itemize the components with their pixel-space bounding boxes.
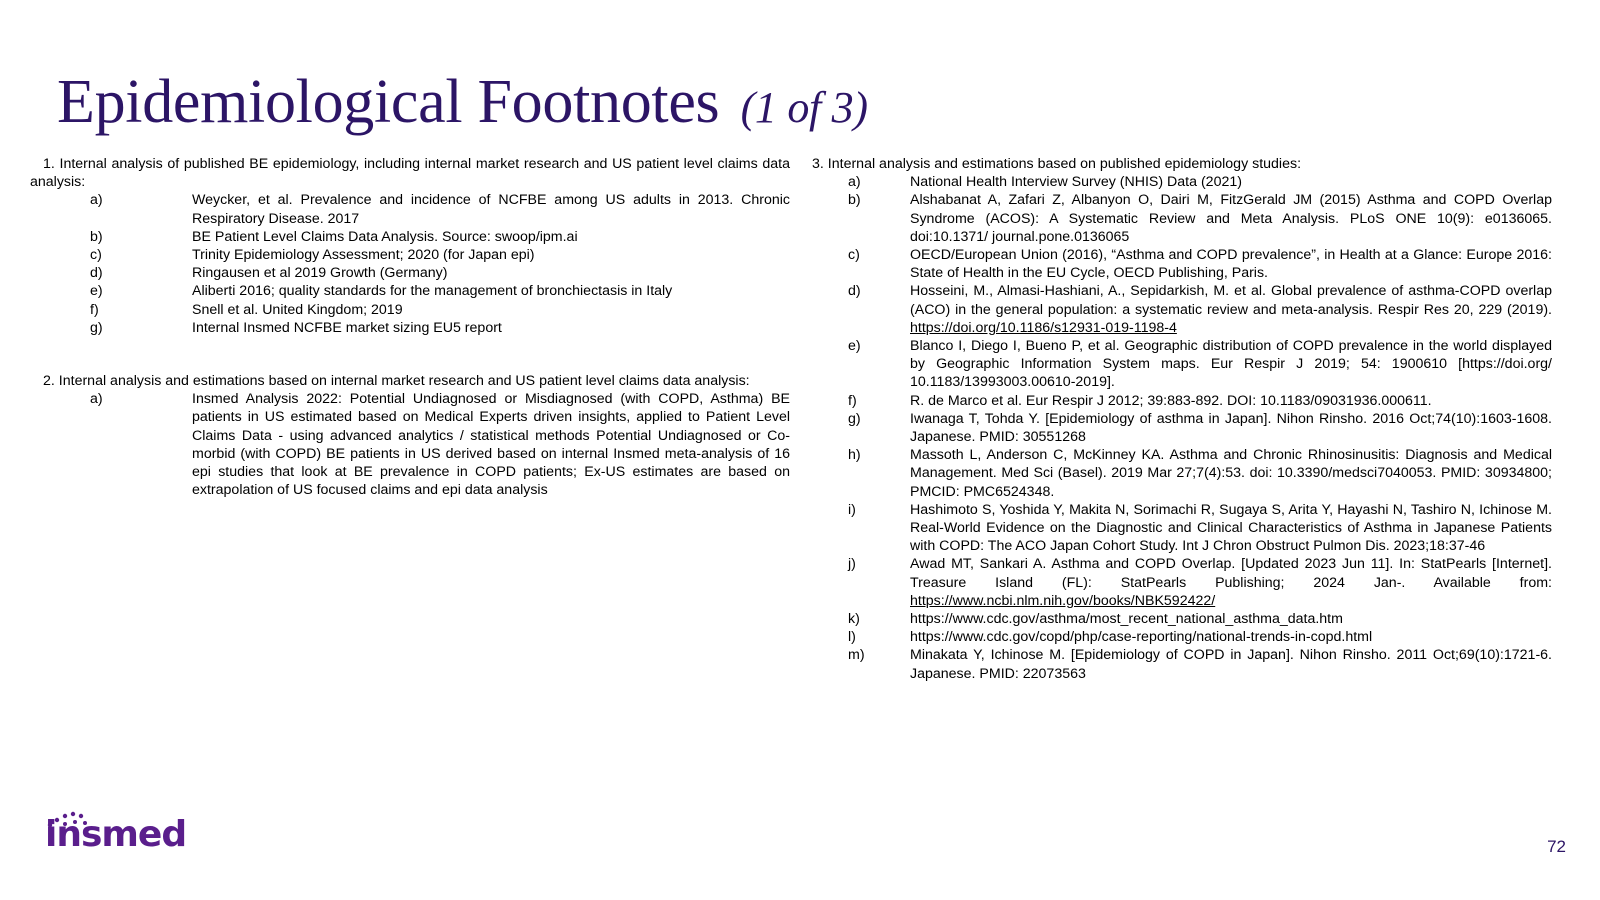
list-item	[812, 646, 1552, 682]
list-item	[812, 392, 1552, 410]
item-text: Iwanaga T, Tohda Y. [Epidemiology of asthma in Japan]. Nihon Rinsho. 2016 Oct;74(10):1603-1608. Japanese. PMID: 30551268	[910, 410, 1552, 446]
footnote-1-list	[30, 191, 790, 337]
logo-wordmark: insmed	[45, 814, 187, 855]
item-text: https://www.cdc.gov/asthma/most_recent_national_asthma_data.htm	[910, 611, 1343, 628]
list-item	[812, 555, 1552, 610]
item-text: BE Patient Level Claims Data Analysis. Source: swoop/ipm.ai	[192, 228, 578, 245]
list-item	[812, 446, 1552, 501]
item-text: Ringausen et al 2019 Growth (Germany)	[192, 265, 448, 282]
title-subtitle: (1 of 3)	[740, 83, 868, 132]
item-label: c)	[848, 247, 860, 264]
item-text: Weycker, et al. Prevalence and incidence of NCFBE among US adults in 2013. Chronic Respiratory Disease. 2017	[192, 192, 790, 227]
list-item	[30, 390, 790, 499]
list-item	[812, 282, 1552, 337]
item-text: Insmed Analysis 2022: Potential Undiagnosed or Misdiagnosed (with COPD, Asthma) BE patients in US estimated based on Medical Experts driven insights, applied to Patient Level Claims Data - using advanced analytics / statistical methods Potential Undiagnosed or Co-morbid (with COPD) BE patients in US derived based on internal Insmed meta-analysis of 16 epi studies that look at BE prevalence in COPD patients; Ex-US estimates are based on extrapolation of US focused claims and epi data analysis	[192, 391, 790, 499]
item-label: b)	[90, 228, 103, 245]
item-label: f)	[90, 301, 99, 318]
footnote-number: 3.	[812, 156, 824, 172]
footnote-lead-text: Internal analysis and estimations based on internal market research and US patient level claims data analysis:	[58, 373, 750, 390]
list-item	[30, 264, 790, 282]
list-item	[812, 191, 1552, 246]
list-item	[812, 173, 1552, 191]
list-item	[812, 610, 1552, 628]
item-label: i)	[848, 501, 856, 518]
item-label: e)	[848, 338, 861, 355]
list-item	[30, 319, 790, 337]
item-text: https://www.cdc.gov/copd/php/case-reporting/national-trends-in-copd.html	[910, 629, 1373, 646]
footnote-lead-text: Internal analysis and estimations based on published epidemiology studies:	[827, 156, 1302, 172]
item-label: j)	[848, 556, 856, 573]
footnote-lead-text: Internal analysis of published BE epidemiology, including internal market research and US patient level claims data analysis:	[30, 156, 790, 191]
list-item	[30, 191, 790, 227]
item-text: Trinity Epidemiology Assessment; 2020 (for Japan epi)	[192, 247, 535, 264]
footnote-2-list	[30, 390, 790, 499]
list-item	[812, 628, 1552, 646]
item-text: Internal Insmed NCFBE market sizing EU5 report	[192, 319, 502, 336]
item-label: d)	[848, 283, 861, 300]
item-label: k)	[848, 611, 860, 628]
list-item	[812, 501, 1552, 556]
footnote-1-lead	[30, 155, 790, 191]
item-text: Aliberti 2016; quality standards for the management of bronchiectasis in Italy	[192, 283, 673, 300]
item-label: m)	[848, 647, 865, 664]
item-text: Massoth L, Anderson C, McKinney KA. Asthma and Chronic Rhinosinusitis: Diagnosis and Medical Management. Med Sci (Basel). 2019 Mar 27;7(4):53. doi: 10.3390/medsci7040053. PMID: 30934800; PMCID: PMC6524348.	[910, 447, 1552, 500]
list-item	[812, 246, 1552, 282]
list-item	[30, 246, 790, 264]
list-item	[30, 301, 790, 319]
footnote-2-lead	[30, 372, 790, 390]
item-text: Minakata Y, Ichinose M. [Epidemiology of COPD in Japan]. Nihon Rinsho. 2011 Oct;69(10):1721-6. Japanese. PMID: 22073563	[910, 647, 1552, 682]
list-item	[812, 337, 1552, 392]
item-label: a)	[90, 391, 103, 408]
page-title	[57, 66, 868, 144]
footnote-number: 2.	[43, 373, 55, 390]
item-text	[910, 282, 1552, 337]
item-label: g)	[90, 319, 103, 336]
title-main: Epidemiological Footnotes	[57, 68, 720, 136]
section-spacer	[30, 337, 790, 372]
footnote-3-list	[812, 173, 1552, 683]
citation-text: Hosseini, M., Almasi-Hashiani, A., Sepidarkish, M. et al. Global prevalence of asthma-COPD overlap (ACO) in the general population: a systematic review and meta-analysis. Respir Res 20, 229 (2019).	[910, 283, 1552, 318]
footnote-3-lead	[812, 155, 1552, 173]
item-label: f)	[848, 392, 857, 409]
item-label: b)	[848, 192, 861, 209]
item-label: a)	[90, 192, 103, 209]
item-label: l)	[848, 629, 856, 646]
footnote-number: 1.	[43, 156, 55, 172]
insmed-logo	[45, 810, 195, 858]
page-number: 72	[1547, 837, 1566, 856]
item-text: Hashimoto S, Yoshida Y, Makita N, Sorimachi R, Sugaya S, Arita Y, Hayashi N, Tashiro N, Ichinose M. Real-World Evidence on the Diagnostic and Clinical Characteristics of Asthma in Japanese Patients with COPD: The ACO Japan Cohort Study. Int J Chron Obstruct Pulmon Dis. 2023;18:37-46	[910, 501, 1552, 555]
item-label: a)	[848, 174, 861, 191]
item-text: Snell et al. United Kingdom; 2019	[192, 301, 403, 318]
item-label: d)	[90, 265, 103, 282]
left-column	[30, 155, 790, 499]
citation-text: Awad MT, Sankari A. Asthma and COPD Overlap. [Updated 2023 Jun 11]. In: StatPearls [Internet]. Treasure Island (FL): StatPearls Publishing; 2024 Jan-. Available from:	[910, 556, 1552, 591]
item-label: g)	[848, 410, 861, 427]
item-text	[910, 555, 1552, 610]
item-text: R. de Marco et al. Eur Respir J 2012; 39:883-892. DOI: 10.1183/09031936.000611.	[910, 392, 1432, 409]
doi-link[interactable]: https://doi.org/10.1186/s12931-019-1198-4	[910, 319, 1177, 336]
item-text: OECD/European Union (2016), “Asthma and COPD prevalence”, in Health at a Glance: Europe 2016: State of Health in the EU Cycle, OECD Publishing, Paris.	[910, 247, 1552, 282]
item-label: h)	[848, 447, 861, 464]
item-text: Blanco I, Diego I, Bueno P, et al. Geographic distribution of COPD prevalence in the world displayed by Geographic Information System maps. Eur Respir J 2019; 54: 1900610 [https://doi.org/ 10.1183/13993003.00610-2019].	[910, 338, 1552, 391]
item-label: e)	[90, 283, 103, 300]
item-text: Alshabanat A, Zafari Z, Albanyon O, Dairi M, FitzGerald JM (2015) Asthma and COPD Overlap Syndrome (ACOS): A Systematic Review and Meta Analysis. PLoS ONE 10(9): e0136065. doi:10.1371/ journal.pone.0136065	[910, 192, 1552, 245]
item-label: c)	[90, 247, 102, 264]
list-item	[30, 282, 790, 300]
right-column	[812, 155, 1552, 683]
list-item	[30, 228, 790, 246]
ncbi-link[interactable]: https://www.ncbi.nlm.nih.gov/books/NBK592422/	[910, 592, 1216, 609]
item-text: National Health Interview Survey (NHIS) Data (2021)	[910, 174, 1242, 191]
list-item	[812, 410, 1552, 446]
